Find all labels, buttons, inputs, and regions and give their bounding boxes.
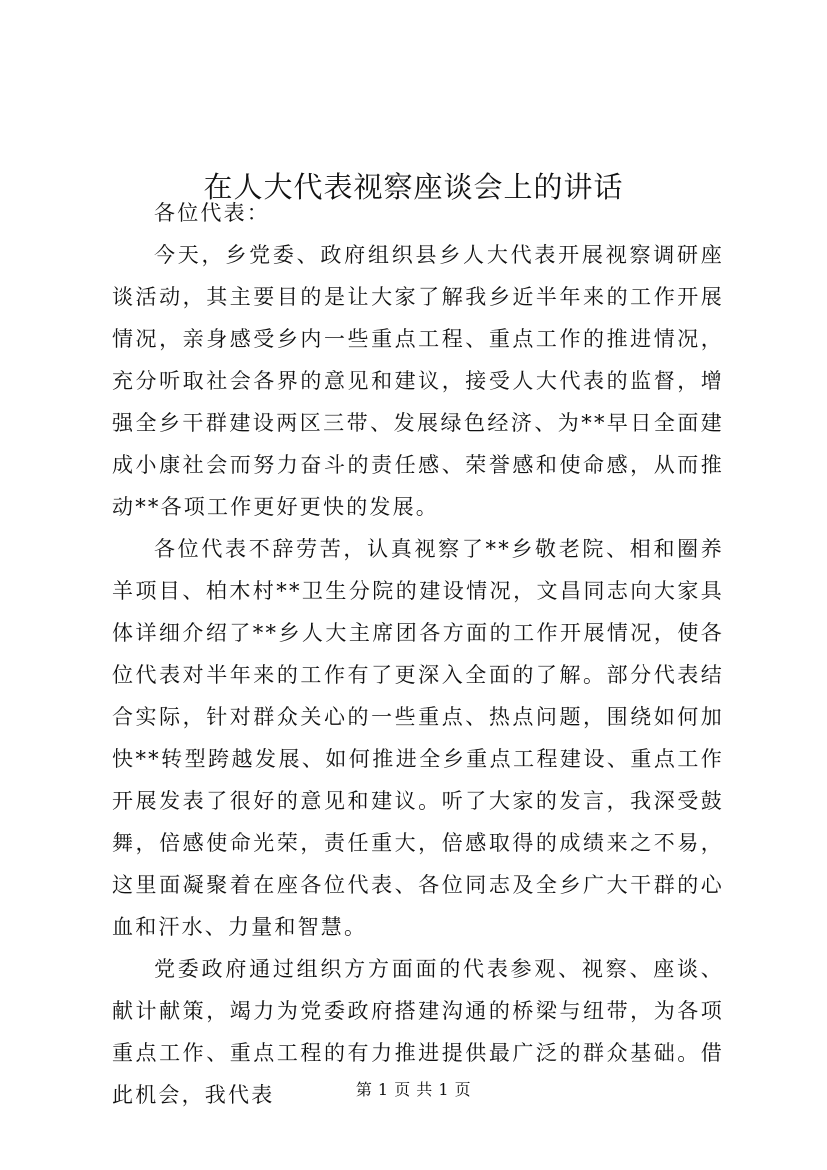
- salutation: 各位代表：: [154, 201, 270, 225]
- document-title: 在人大代表视察座谈会上的讲话: [203, 170, 624, 205]
- paragraph-1: 今天，乡党委、政府组织县乡人大代表开展视察调研座谈活动，其主要目的是让大家了解我乡近半年来的工作开展情况，亲身感受乡内一些重点工程、重点工作的推进情况，充分听取社会各界的意见和建议，接受人大代表的监督，增强全乡干群建设两区三带、发展绿色经济、为**早日全面建成小康社会而努力奋斗的责任感、荣誉感和使命感，从而推动**各项工作更好更快的发展。: [112, 243, 724, 519]
- paragraph-3: 党委政府通过组织方方面面的代表参观、视察、座谈、献计献策，竭力为党委政府搭建沟通的桥梁与纽带，为各项重点工作、重点工程的有力推进提供最广泛的群众基础。借此机会，我代表: [112, 957, 724, 1107]
- document-body: [112, 192, 724, 1116]
- page-number-footer: 第 1 页 共 1 页: [355, 1080, 472, 1099]
- paragraph-2: 各位代表不辞劳苦，认真视察了**乡敬老院、相和圈养羊项目、柏木村**卫生分院的建设情况，文昌同志向大家具体详细介绍了**乡人大主席团各方面的工作开展情况，使各位代表对半年来的工作有了更深入全面的了解。部分代表结合实际，针对群众关心的一些重点、热点问题，围绕如何加快**转型跨越发展、如何推进全乡重点工程建设、重点工作开展发表了很好的意见和建议。听了大家的发言，我深受鼓舞，倍感使命光荣，责任重大，倍感取得的成绩来之不易，这里面凝聚着在座各位代表、各位同志及全乡广大干群的心血和汗水、力量和智慧。: [112, 537, 724, 939]
